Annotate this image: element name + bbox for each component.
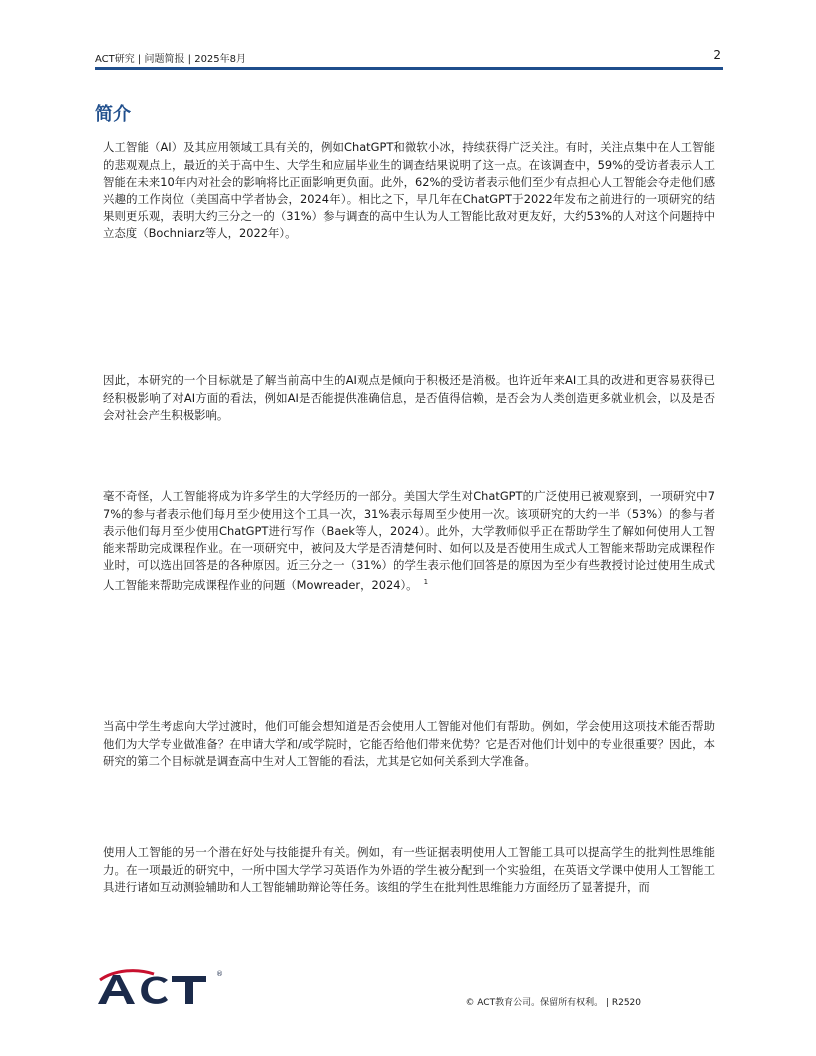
- act-logo: [96, 968, 226, 1008]
- header-rule: [95, 67, 723, 70]
- logo-letter-c: [141, 976, 168, 1003]
- paragraph-research-goal-1: 因此，本研究的一个目标就是了解当前高中生的AI观点是倾向于积极还是消极。也许近年来AI工具的改进和更容易获得已经积极影响了对AI方面的看法，例如AI是否能提供准确信息，是否值得信赖，是否会为人类创造更多就业机会，以及是否会对社会产生积极影响。: [103, 373, 715, 422]
- footer-copyright: © ACT教育公司。保留所有权利。 | R2520: [465, 998, 641, 1008]
- footnote-marker[interactable]: 1: [423, 578, 429, 587]
- paragraph-research-goal-2: 当高中学生考虑向大学过渡时，他们可能会想知道是否会使用人工智能对他们有帮助。例如，学会使用这项技术能否帮助他们为大学专业做准备？在申请大学和/或学院时，它能否给他们带来优势？它是否对他们计划中的专业很重要？因此，本研究的第二个目标就是调查高中生对人工智能的看法，尤其是它如何关系到大学准备。: [103, 719, 715, 768]
- running-title: ACT研究 | 问题简报 | 2025年8月: [95, 54, 247, 65]
- paragraph-skills: 使用人工智能的另一个潜在好处与技能提升有关。例如，有一些证据表明使用人工智能工具可以提高学生的批判性思维能力。在一项最近的研究中，一所中国大学学习英语作为外语的学生被分配到一个实验组，在英语文学课中使用人工智能工具进行诸如互动测验辅助和人工智能辅助辩论等任务。该组的学生在批判性思维能力方面经历了显著提升，而: [103, 845, 715, 894]
- act-logo-mark: [96, 968, 226, 1008]
- logo-letter-t: [172, 976, 206, 1004]
- paragraph-college-usage-text: 毫不奇怪，人工智能将成为许多学生的大学经历的一部分。美国大学生对ChatGPT的广泛使用已被观察到，一项研究中77%的参与者表示他们每月至少使用这个工具一次，31%表示每周至少使用一次。该项研究的大约一半（53%）的参与者表示他们每月至少使用ChatGPT进行写作（Baek等人，2024）。此外，大学教师似乎正在帮助学生了解如何使用人工智能来帮助完成课程作业。在一项研究中，被问及大学是否清楚何时、如何以及是否使用生成式人工智能来帮助完成课程作业时，可以选出回答是的各种原因。近三分之一（31%）的学生表示他们回答是的原因为至少有些教授讨论过使用生成式人工智能来帮助完成课程作业的问题（Mowreader，2024）。: [103, 489, 715, 593]
- running-header: [95, 48, 723, 68]
- paragraph-college-usage: [103, 488, 715, 594]
- paragraph-intro: 人工智能（AI）及其应用领域工具有关的，例如ChatGPT和微软小冰，持续获得广泛关注。有时，关注点集中在人工智能的悲观观点上，最近的关于高中生、大学生和应届毕业生的调查结果说明了这一点。在该调查中，59%的受访者表示人工智能在未来10年内对社会的影响将比正面影响更负面。此外，62%的受访者表示他们至少有点担心人工智能会夺走他们感兴趣的工作岗位（美国高中学者协会，2024年）。相比之下，早几年在ChatGPT于2022年发布之前进行的一项研究的结果则更乐观，表明大约三分之一的（31%）参与调查的高中生认为人工智能比敌对更友好，大约53%的人对这个问题持中立态度（Bochniarz等人，2022年）。: [103, 140, 715, 241]
- section-title: 简介: [95, 104, 131, 125]
- page-number: 2: [713, 48, 721, 62]
- logo-swoosh: [100, 971, 154, 980]
- logo-trademark: ®: [216, 970, 223, 978]
